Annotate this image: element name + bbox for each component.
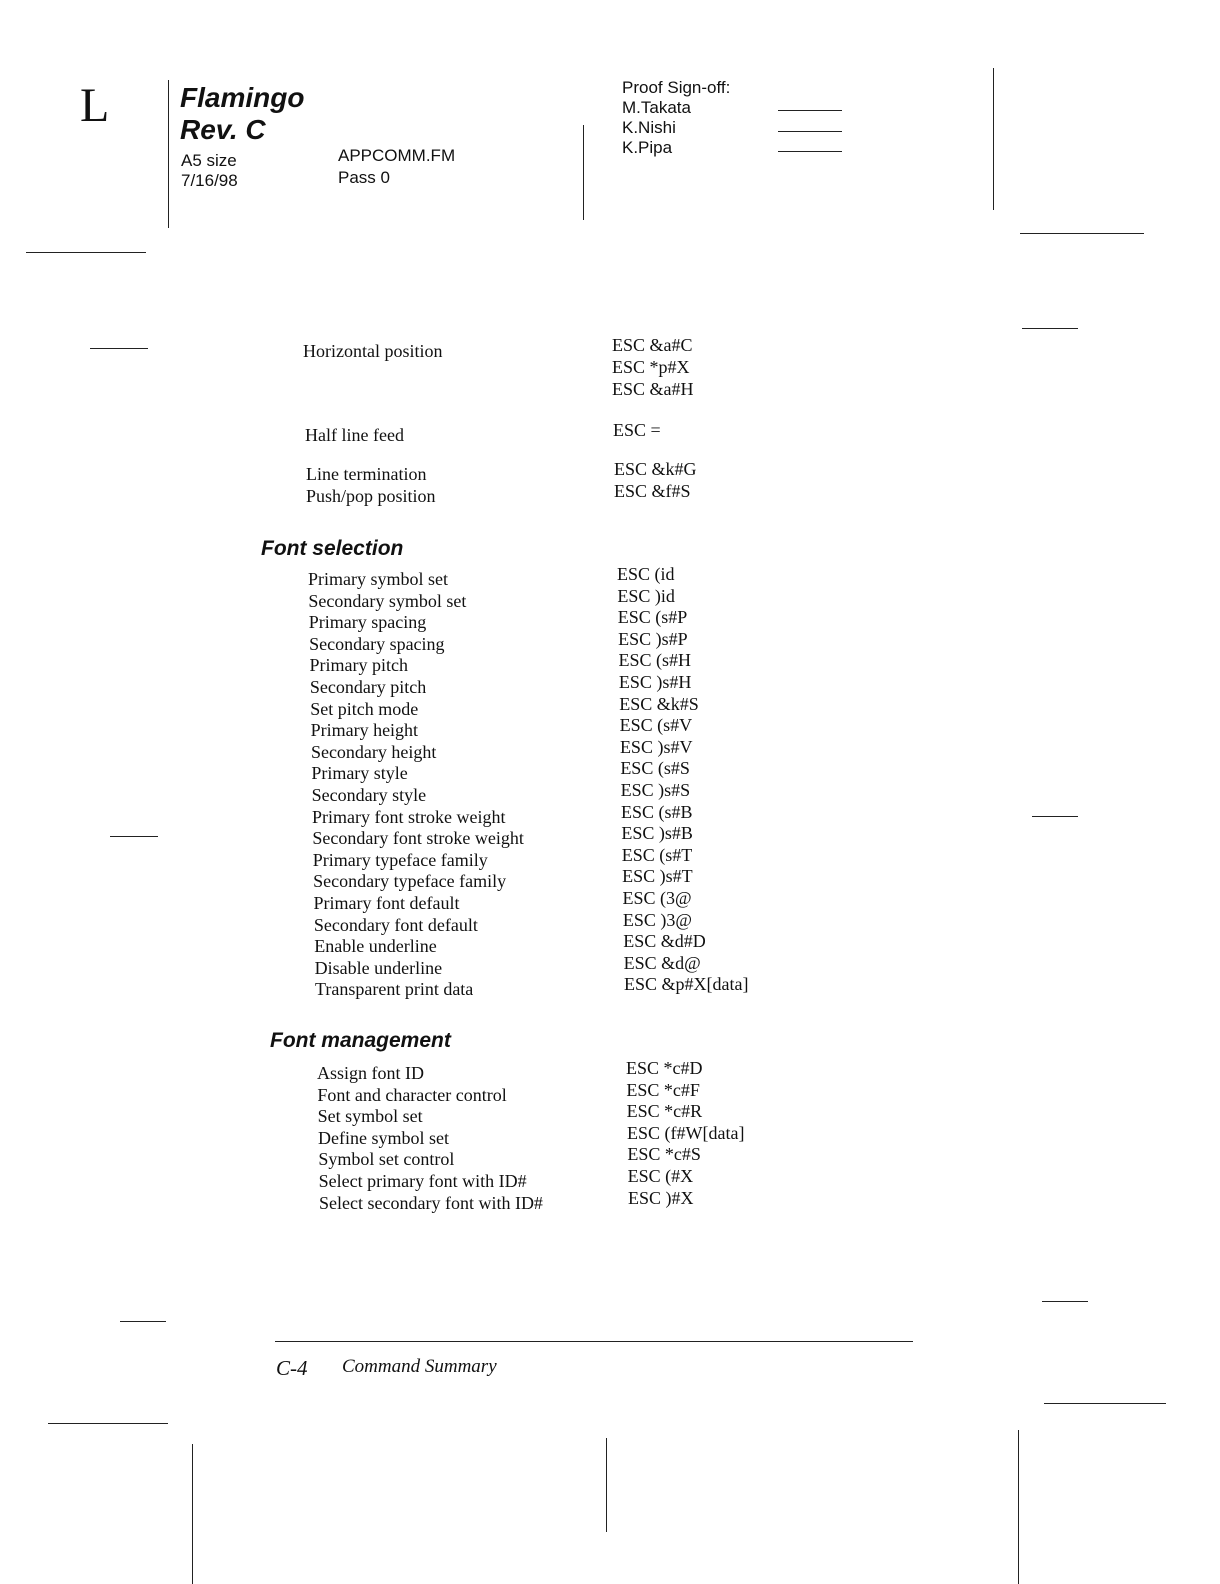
command-name: Disable underline bbox=[314, 957, 443, 978]
command-code: ESC *c#D bbox=[626, 1058, 703, 1078]
document-title bbox=[180, 82, 304, 146]
command-code: ESC (s#P bbox=[617, 607, 688, 628]
command-code: ESC &a#H bbox=[612, 379, 694, 399]
crop-mark bbox=[1044, 1403, 1166, 1404]
proof-name: K.Pipa bbox=[622, 138, 673, 157]
section-heading-font-management: Font management bbox=[270, 1029, 451, 1052]
command-name: Secondary spacing bbox=[309, 633, 445, 654]
command-code: ESC *p#X bbox=[612, 357, 690, 377]
command-name: Secondary typeface family bbox=[313, 871, 507, 892]
command-code: ESC )s#T bbox=[622, 866, 693, 887]
crop-mark bbox=[1032, 816, 1078, 817]
command-code: ESC *c#S bbox=[627, 1144, 701, 1165]
document-date: 7/16/98 bbox=[181, 171, 238, 190]
command-name: Assign font ID bbox=[317, 1063, 424, 1083]
title-line-1: Flamingo bbox=[180, 82, 305, 113]
crop-mark bbox=[110, 836, 158, 837]
corner-mark: L bbox=[80, 79, 110, 132]
command-code: ESC &d@ bbox=[623, 952, 701, 973]
page-size: A5 size bbox=[181, 151, 237, 170]
command-code: ESC &p#X[data] bbox=[624, 974, 749, 995]
crop-mark bbox=[26, 252, 146, 253]
command-name: Transparent print data bbox=[315, 979, 474, 1000]
crop-mark bbox=[48, 1423, 168, 1424]
command-name: Secondary pitch bbox=[309, 677, 427, 697]
command-code: ESC (f#W[data] bbox=[627, 1122, 745, 1143]
command-name: Primary pitch bbox=[309, 655, 408, 676]
command-name: Half line feed bbox=[305, 425, 404, 445]
proof-name: M.Takata bbox=[622, 98, 691, 117]
command-code: ESC )s#P bbox=[618, 628, 688, 649]
command-name: Enable underline bbox=[314, 936, 437, 957]
command-name: Select secondary font with ID# bbox=[319, 1192, 543, 1213]
page-number: C-4 bbox=[276, 1356, 308, 1380]
command-name: Push/pop position bbox=[306, 486, 436, 506]
header-divider-left bbox=[168, 80, 169, 228]
crop-mark bbox=[120, 1321, 166, 1322]
command-code: ESC )#X bbox=[628, 1187, 694, 1208]
command-name: Primary height bbox=[310, 720, 419, 741]
command-name: Secondary height bbox=[310, 741, 437, 762]
signoff-line bbox=[778, 151, 842, 152]
file-name: APPCOMM.FM bbox=[338, 146, 456, 165]
command-code: ESC )s#V bbox=[619, 736, 693, 757]
command-name: Primary typeface family bbox=[312, 849, 488, 870]
command-name: Line termination bbox=[306, 464, 427, 484]
header-divider-right bbox=[993, 68, 994, 210]
command-code: ESC &a#C bbox=[612, 335, 693, 355]
command-name: Secondary style bbox=[311, 785, 427, 805]
crop-mark bbox=[1042, 1301, 1088, 1302]
section-heading-font-selection: Font selection bbox=[261, 537, 404, 560]
chapter-title: Command Summary bbox=[342, 1356, 497, 1377]
command-code: ESC &f#S bbox=[614, 481, 691, 501]
pass-label: Pass 0 bbox=[338, 168, 390, 187]
crop-mark bbox=[1020, 233, 1144, 234]
command-name: Primary style bbox=[311, 763, 408, 784]
command-name: Font and character control bbox=[317, 1084, 507, 1105]
crop-mark bbox=[1018, 1430, 1019, 1584]
signoff-line bbox=[778, 131, 842, 132]
command-name: Set symbol set bbox=[317, 1106, 423, 1127]
command-code: ESC (s#T bbox=[621, 844, 693, 865]
command-name: Primary symbol set bbox=[308, 569, 448, 589]
command-code: ESC *c#R bbox=[626, 1101, 703, 1122]
command-code: ESC )s#B bbox=[621, 823, 693, 844]
command-code: ESC (id bbox=[617, 564, 675, 584]
proof-label: Proof Sign-off: bbox=[622, 78, 731, 97]
command-code: ESC (s#S bbox=[620, 758, 690, 779]
footer-rule bbox=[275, 1341, 913, 1342]
command-name: Secondary symbol set bbox=[308, 590, 467, 611]
command-code: ESC )s#S bbox=[620, 780, 691, 800]
crop-mark bbox=[606, 1438, 607, 1532]
command-name: Symbol set control bbox=[318, 1149, 455, 1170]
command-code: ESC )s#H bbox=[618, 672, 692, 692]
command-name: Define symbol set bbox=[318, 1127, 449, 1148]
command-name: Secondary font stroke weight bbox=[312, 828, 524, 849]
proof-name: K.Nishi bbox=[622, 118, 676, 137]
header-divider-mid bbox=[583, 125, 584, 220]
crop-mark bbox=[90, 348, 148, 349]
command-code: ESC (s#B bbox=[621, 801, 693, 822]
command-name: Primary spacing bbox=[308, 612, 427, 633]
proof-signoff bbox=[622, 78, 730, 158]
command-code: ESC )id bbox=[617, 585, 675, 606]
signoff-line bbox=[778, 110, 842, 111]
command-name: Secondary font default bbox=[313, 914, 478, 935]
command-name: Primary font default bbox=[313, 893, 460, 913]
command-name: Select primary font with ID# bbox=[318, 1171, 527, 1191]
command-code: ESC (s#H bbox=[618, 650, 691, 671]
command-name: Set pitch mode bbox=[310, 698, 419, 719]
command-name: Horizontal position bbox=[303, 341, 443, 361]
command-code: ESC (#X bbox=[627, 1166, 694, 1186]
command-code: ESC (3@ bbox=[622, 888, 692, 908]
crop-mark bbox=[1022, 328, 1078, 329]
title-line-2: Rev. C bbox=[180, 114, 266, 145]
command-code: ESC &k#S bbox=[619, 693, 699, 714]
command-code: ESC &d#D bbox=[623, 931, 706, 952]
command-name: Primary font stroke weight bbox=[312, 806, 506, 827]
command-code: ESC &k#G bbox=[614, 459, 697, 479]
command-code: ESC )3@ bbox=[622, 909, 692, 930]
command-code: ESC *c#F bbox=[626, 1079, 700, 1100]
command-code: ESC (s#V bbox=[619, 715, 693, 736]
command-code: ESC = bbox=[613, 420, 661, 440]
crop-mark bbox=[192, 1444, 193, 1584]
